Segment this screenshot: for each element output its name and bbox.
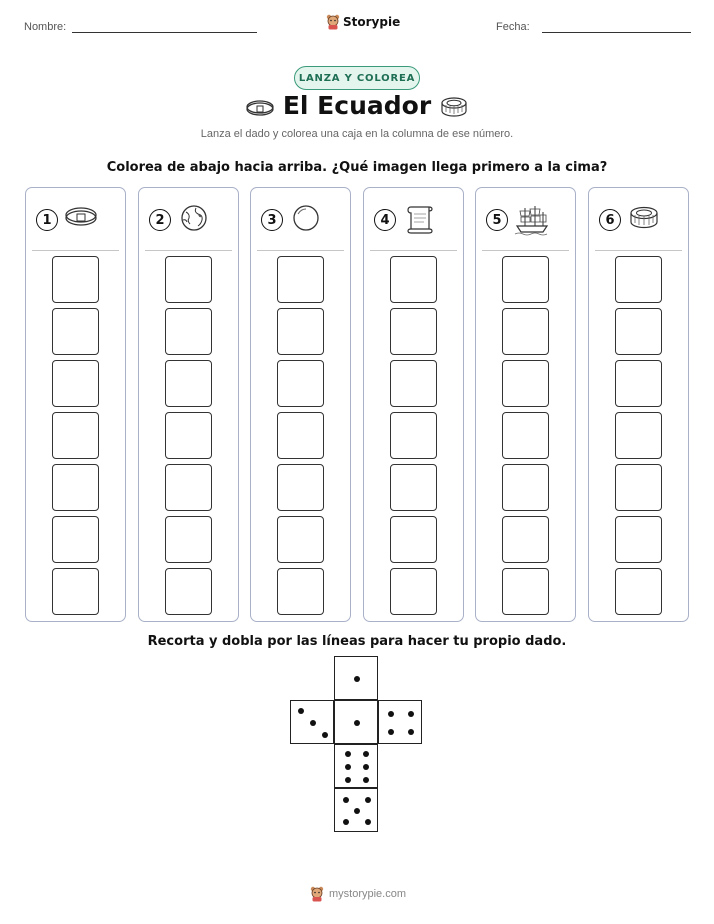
column-3	[250, 187, 351, 622]
column-divider	[257, 250, 344, 251]
color-box[interactable]	[615, 256, 662, 303]
color-box[interactable]	[390, 464, 437, 511]
bracelet-icon	[244, 97, 276, 117]
color-box[interactable]	[165, 308, 212, 355]
column-divider	[145, 250, 232, 251]
color-box[interactable]	[277, 308, 324, 355]
die-pip	[388, 711, 394, 717]
ship-icon	[513, 204, 551, 236]
column-4	[363, 187, 464, 622]
color-box[interactable]	[277, 256, 324, 303]
name-line[interactable]	[72, 32, 257, 33]
die-pip	[343, 797, 349, 803]
color-box[interactable]	[277, 464, 324, 511]
brand-logo	[326, 14, 400, 30]
color-box[interactable]	[502, 568, 549, 615]
color-box[interactable]	[502, 308, 549, 355]
column-1	[25, 187, 126, 622]
bracelet-icon	[63, 204, 101, 236]
color-box[interactable]	[52, 412, 99, 459]
brand-name: Storypie	[343, 15, 401, 29]
column-number: 5	[486, 209, 508, 231]
column-header	[149, 204, 214, 236]
color-box[interactable]	[165, 412, 212, 459]
date-line[interactable]	[542, 32, 691, 33]
die-pip	[363, 777, 369, 783]
die-face-3	[290, 700, 334, 744]
die-pip	[343, 819, 349, 825]
color-box[interactable]	[277, 568, 324, 615]
die-pip	[354, 720, 360, 726]
color-box[interactable]	[615, 568, 662, 615]
die-face-5	[334, 788, 378, 832]
column-divider	[595, 250, 682, 251]
die-pip	[365, 819, 371, 825]
color-box[interactable]	[502, 256, 549, 303]
color-box[interactable]	[615, 516, 662, 563]
color-box[interactable]	[502, 464, 549, 511]
color-box[interactable]	[52, 464, 99, 511]
footer-url[interactable]: mystorypie.com	[329, 888, 407, 900]
column-divider	[370, 250, 457, 251]
color-box[interactable]	[390, 256, 437, 303]
scroll-icon	[401, 204, 439, 236]
well-icon	[438, 95, 470, 119]
color-box[interactable]	[165, 360, 212, 407]
die-pip	[365, 797, 371, 803]
color-box[interactable]	[165, 256, 212, 303]
color-box[interactable]	[615, 412, 662, 459]
color-box[interactable]	[615, 308, 662, 355]
die-pip	[363, 751, 369, 757]
color-box[interactable]	[502, 360, 549, 407]
color-box[interactable]	[165, 464, 212, 511]
color-box[interactable]	[277, 412, 324, 459]
die-pip	[363, 764, 369, 770]
column-divider	[482, 250, 569, 251]
color-box[interactable]	[615, 360, 662, 407]
color-box[interactable]	[502, 412, 549, 459]
color-box[interactable]	[277, 360, 324, 407]
column-number: 1	[36, 209, 58, 231]
footer	[310, 886, 406, 902]
color-box[interactable]	[165, 516, 212, 563]
color-box[interactable]	[390, 412, 437, 459]
color-box[interactable]	[390, 568, 437, 615]
column-number: 3	[261, 209, 283, 231]
column-2	[138, 187, 239, 622]
name-label: Nombre:	[24, 21, 67, 33]
column-header	[599, 204, 664, 236]
subtitle: Lanza el dado y colorea una caja en la columna de ese número.	[200, 128, 514, 140]
color-box[interactable]	[52, 308, 99, 355]
activity-badge: LANZA Y COLOREA	[294, 66, 420, 90]
column-header	[486, 204, 551, 236]
die-face-1	[334, 700, 378, 744]
column-divider	[32, 250, 119, 251]
column-6	[588, 187, 689, 622]
column-number: 6	[599, 209, 621, 231]
color-box[interactable]	[277, 516, 324, 563]
bear-icon	[326, 14, 340, 30]
color-box[interactable]	[390, 360, 437, 407]
globe-icon	[176, 204, 214, 236]
column-header	[36, 204, 101, 236]
die-pip	[354, 676, 360, 682]
column-number: 4	[374, 209, 396, 231]
die-face-1	[334, 656, 378, 700]
color-box[interactable]	[52, 516, 99, 563]
die-net	[290, 656, 426, 836]
die-pip	[408, 711, 414, 717]
color-box[interactable]	[390, 516, 437, 563]
color-box[interactable]	[502, 516, 549, 563]
color-box[interactable]	[615, 464, 662, 511]
die-pip	[408, 729, 414, 735]
die-face-6	[334, 744, 378, 788]
die-pip	[345, 777, 351, 783]
well-icon	[626, 204, 664, 236]
color-box[interactable]	[52, 360, 99, 407]
bear-icon	[310, 886, 324, 902]
die-pip	[322, 732, 328, 738]
die-pip	[345, 751, 351, 757]
die-face-4	[378, 700, 422, 744]
date-label: Fecha:	[496, 21, 530, 33]
die-pip	[388, 729, 394, 735]
column-5	[475, 187, 576, 622]
column-header	[374, 204, 439, 236]
color-box[interactable]	[52, 568, 99, 615]
die-pip	[354, 808, 360, 814]
column-header	[261, 204, 326, 236]
color-box[interactable]	[52, 256, 99, 303]
die-pip	[310, 720, 316, 726]
color-box[interactable]	[165, 568, 212, 615]
color-box[interactable]	[390, 308, 437, 355]
column-number: 2	[149, 209, 171, 231]
bubble-icon	[288, 204, 326, 236]
instruction-text: Colorea de abajo hacia arriba. ¿Qué imagen llega primero a la cima?	[106, 160, 608, 175]
page-title: El Ecuador	[282, 91, 432, 120]
die-pip	[298, 708, 304, 714]
die-instruction: Recorta y dobla por las líneas para hacer tu propio dado.	[147, 634, 567, 649]
die-pip	[345, 764, 351, 770]
